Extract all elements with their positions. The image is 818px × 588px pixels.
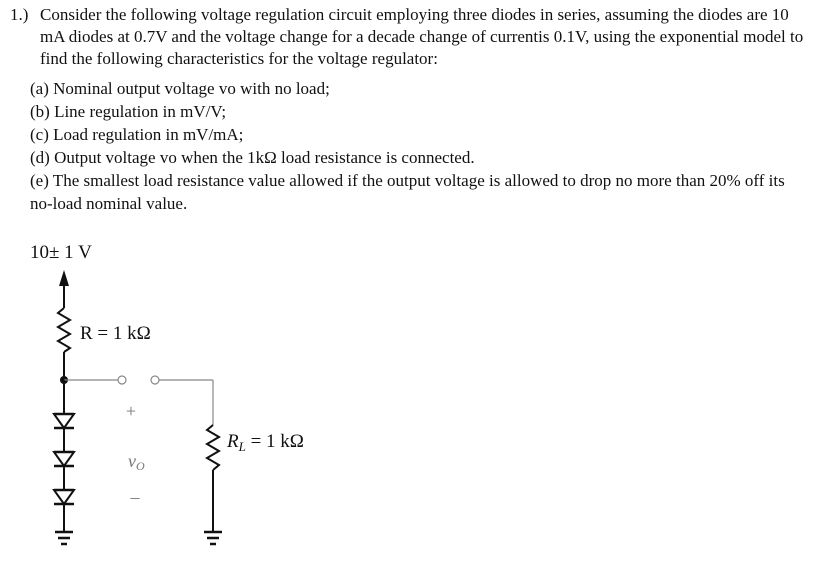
part-b: (b) Line regulation in mV/V; bbox=[30, 102, 227, 121]
ground-icon bbox=[55, 504, 73, 544]
part-d: (d) Output voltage vo when the 1kΩ load resistance is connected. bbox=[30, 148, 475, 167]
load-resistor-icon bbox=[207, 425, 219, 470]
supply-voltage-label: 10± 1 V bbox=[30, 242, 92, 263]
part-e: (e) The smallest load resistance value allowed if the output voltage is allowed to drop no more than 20% off its no-load nominal value. bbox=[30, 171, 785, 213]
part-a: (a) Nominal output voltage vo with no load; bbox=[30, 79, 330, 98]
diode-icon bbox=[54, 466, 74, 504]
problem-parts bbox=[30, 77, 810, 215]
output-voltage-label: vO bbox=[128, 451, 145, 473]
series-resistor-icon bbox=[58, 308, 70, 352]
supply-arrow-icon bbox=[59, 270, 69, 286]
part-c: (c) Load regulation in mV/mA; bbox=[30, 125, 244, 144]
diode-icon bbox=[54, 380, 74, 428]
problem-stem: Consider the following voltage regulation circuit employing three diodes in series, assuming the diodes are 10 mA diodes at 0.7V and the voltage change for a decade change of currentis 0.1V, using the exponential model to find the following characteristics for the voltage regulator: bbox=[40, 5, 804, 68]
series-resistor-label: R = 1 kΩ bbox=[80, 323, 151, 344]
diode-icon bbox=[54, 428, 74, 466]
regulator-circuit-diagram bbox=[0, 225, 818, 588]
load-resistor-label: $R_L = 1$ kΩ bbox=[227, 431, 304, 454]
output-plus-sign: + bbox=[125, 401, 137, 421]
ground-icon bbox=[204, 470, 222, 544]
output-terminal-1 bbox=[118, 376, 126, 384]
output-terminal-2 bbox=[151, 376, 159, 384]
problem-number: 1.) bbox=[10, 5, 29, 24]
output-minus-sign: – bbox=[130, 487, 140, 507]
